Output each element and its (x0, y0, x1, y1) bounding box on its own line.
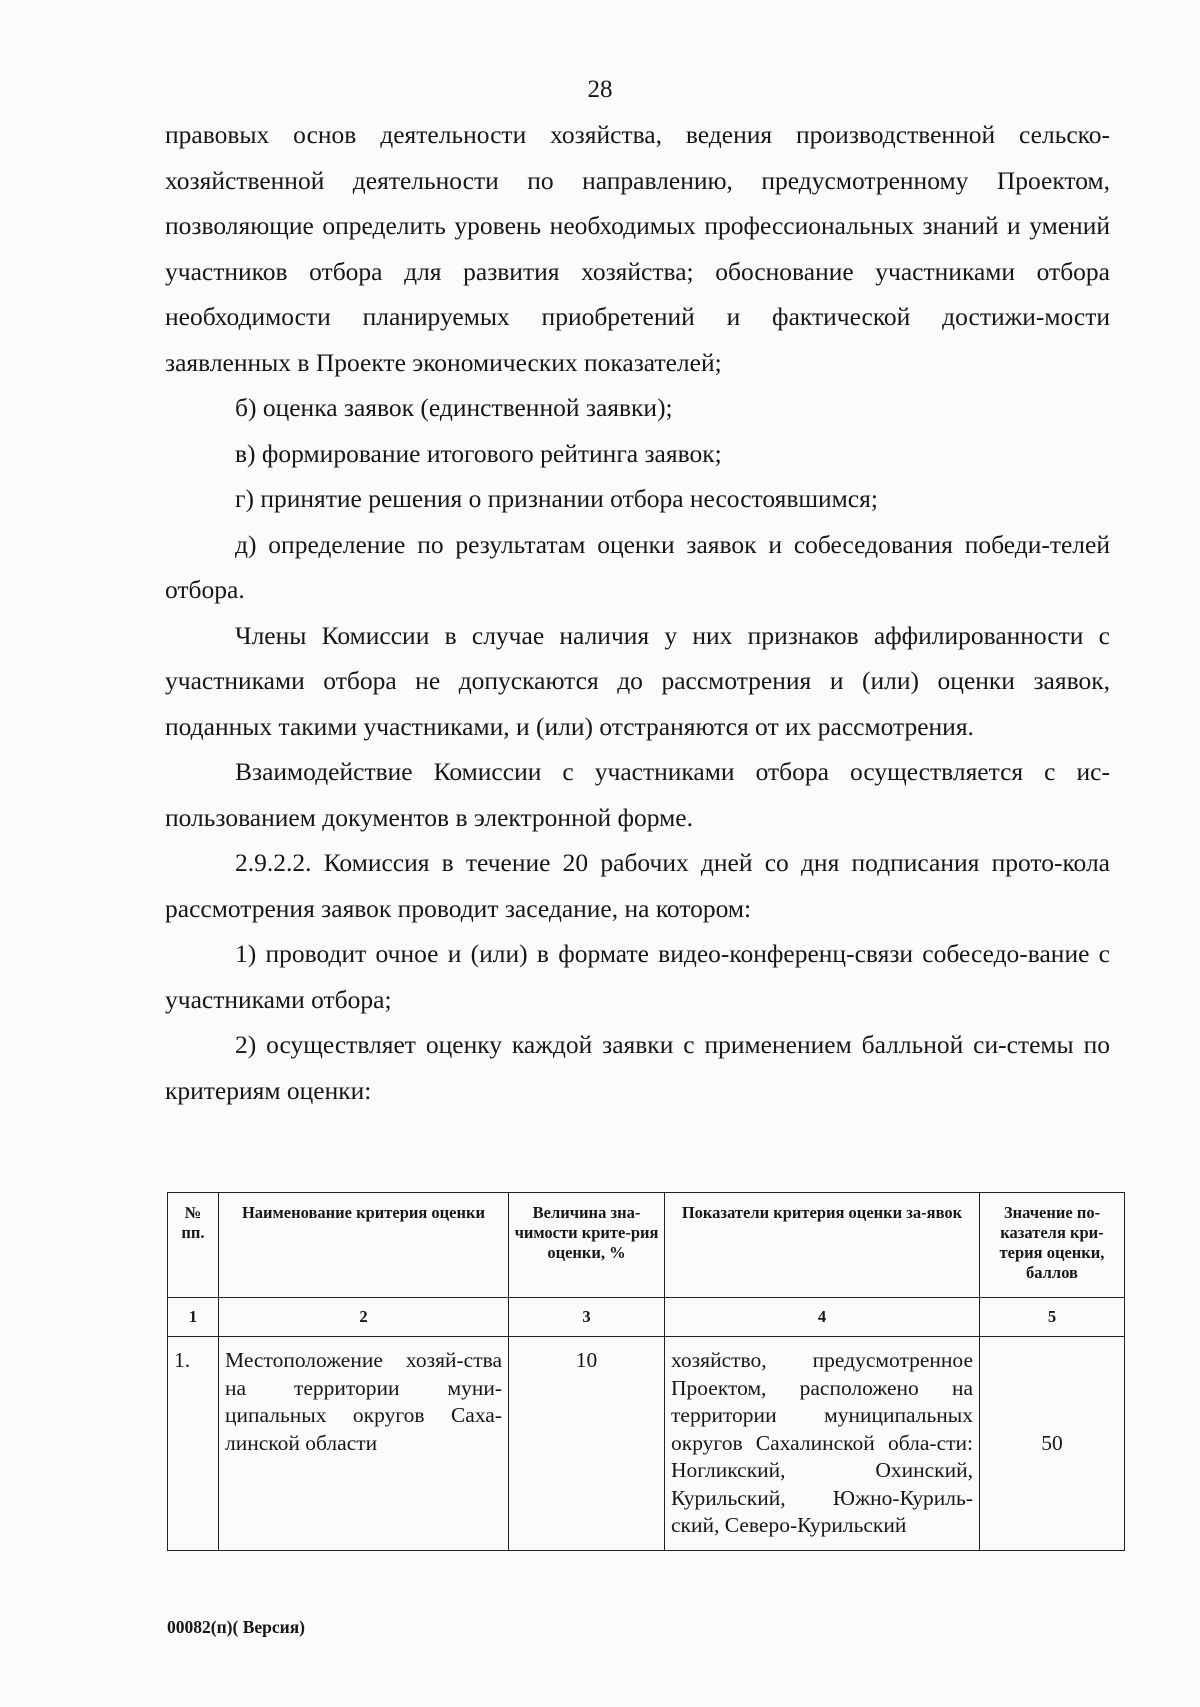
row-number: 1. (168, 1337, 219, 1551)
paragraph-item-v: в) формирование итогового рейтинга заявок; (235, 438, 722, 468)
table-column-numbers-row (168, 1298, 1125, 1337)
column-number: 4 (665, 1298, 980, 1337)
paragraph-item-b: б) оценка заявок (единственной заявки); (235, 393, 673, 422)
column-number: 5 (980, 1298, 1125, 1337)
column-number: 2 (219, 1298, 509, 1337)
header-number: № пп. (168, 1193, 219, 1298)
criterion-indicator: хозяйство, предусмотренное Проектом, расположено на территории муниципальных округов Сахалинской обла-сти: Ногликский, Охинский, Курильский, Южно-Куриль-ский, Северо-Курильский (665, 1337, 980, 1551)
paragraph-section-2-9-2-2: 2.9.2.2. Комиссия в течение 20 рабочих дней со дня подписания прото-кола рассмотрения заявок проводит заседание, на котором: (165, 848, 1110, 923)
criterion-name: Местоположение хозяй-ства на территории муни-ципальных округов Саха-линской области (219, 1337, 509, 1551)
header-indicators: Показатели критерия оценки за-явок (665, 1193, 980, 1298)
header-weight: Величина зна-чимости крите-рия оценки, % (509, 1193, 665, 1298)
criterion-score: 50 (980, 1337, 1125, 1551)
criterion-weight: 10 (509, 1337, 665, 1551)
paragraph-item-g: г) принятие решения о признании отбора несостоявшимся; (235, 484, 878, 513)
paragraph-item-2: 2) осуществляет оценку каждой заявки с применением балльной си-стемы по критериям оценки: (165, 1030, 1110, 1105)
document-body (165, 112, 1110, 1113)
paragraph-item-d: д) определение по результатам оценки заявок и собеседования победи-телей отбора. (165, 529, 1110, 604)
table-header-row (168, 1193, 1125, 1298)
column-number: 3 (509, 1298, 665, 1337)
paragraph-interaction: Взаимодействие Комиссии с участниками отбора осуществляется с ис-пользованием документов в электронной форме. (165, 757, 1110, 832)
header-criterion-name: Наименование критерия оценки (219, 1193, 509, 1298)
column-number: 1 (168, 1298, 219, 1337)
paragraph-affiliation: Члены Комиссии в случае наличия у них признаков аффилированности с участниками отбора не допускаются до рассмотрения и (или) оценки заявок, поданных такими участниками, и (или) отстраняются от их рассмотрения. (165, 620, 1110, 741)
paragraph-continuation: правовых основ деятельности хозяйства, ведения производственной сельско-хозяйственной деятельности по направлению, предусмотренному Проектом, позволяющие определить уровень необходимых профессиональных знаний и умений участников отбора для развития хозяйства; обоснование участниками отбора необходимости планируемых приобретений и фактической достижи-мости заявленных в Проекте экономических показателей; (165, 120, 1110, 377)
paragraph-item-1: 1) проводит очное и (или) в формате видео-конференц-связи собеседо-вание с участниками отбора; (165, 939, 1110, 1014)
document-version-code: 00082(п)( Версия) (167, 1617, 306, 1637)
header-score: Значение по-казателя кри-терия оценки, баллов (980, 1193, 1125, 1298)
page-number: 28 (587, 76, 613, 103)
criteria-table (167, 1192, 1125, 1551)
table-row (168, 1337, 1125, 1551)
